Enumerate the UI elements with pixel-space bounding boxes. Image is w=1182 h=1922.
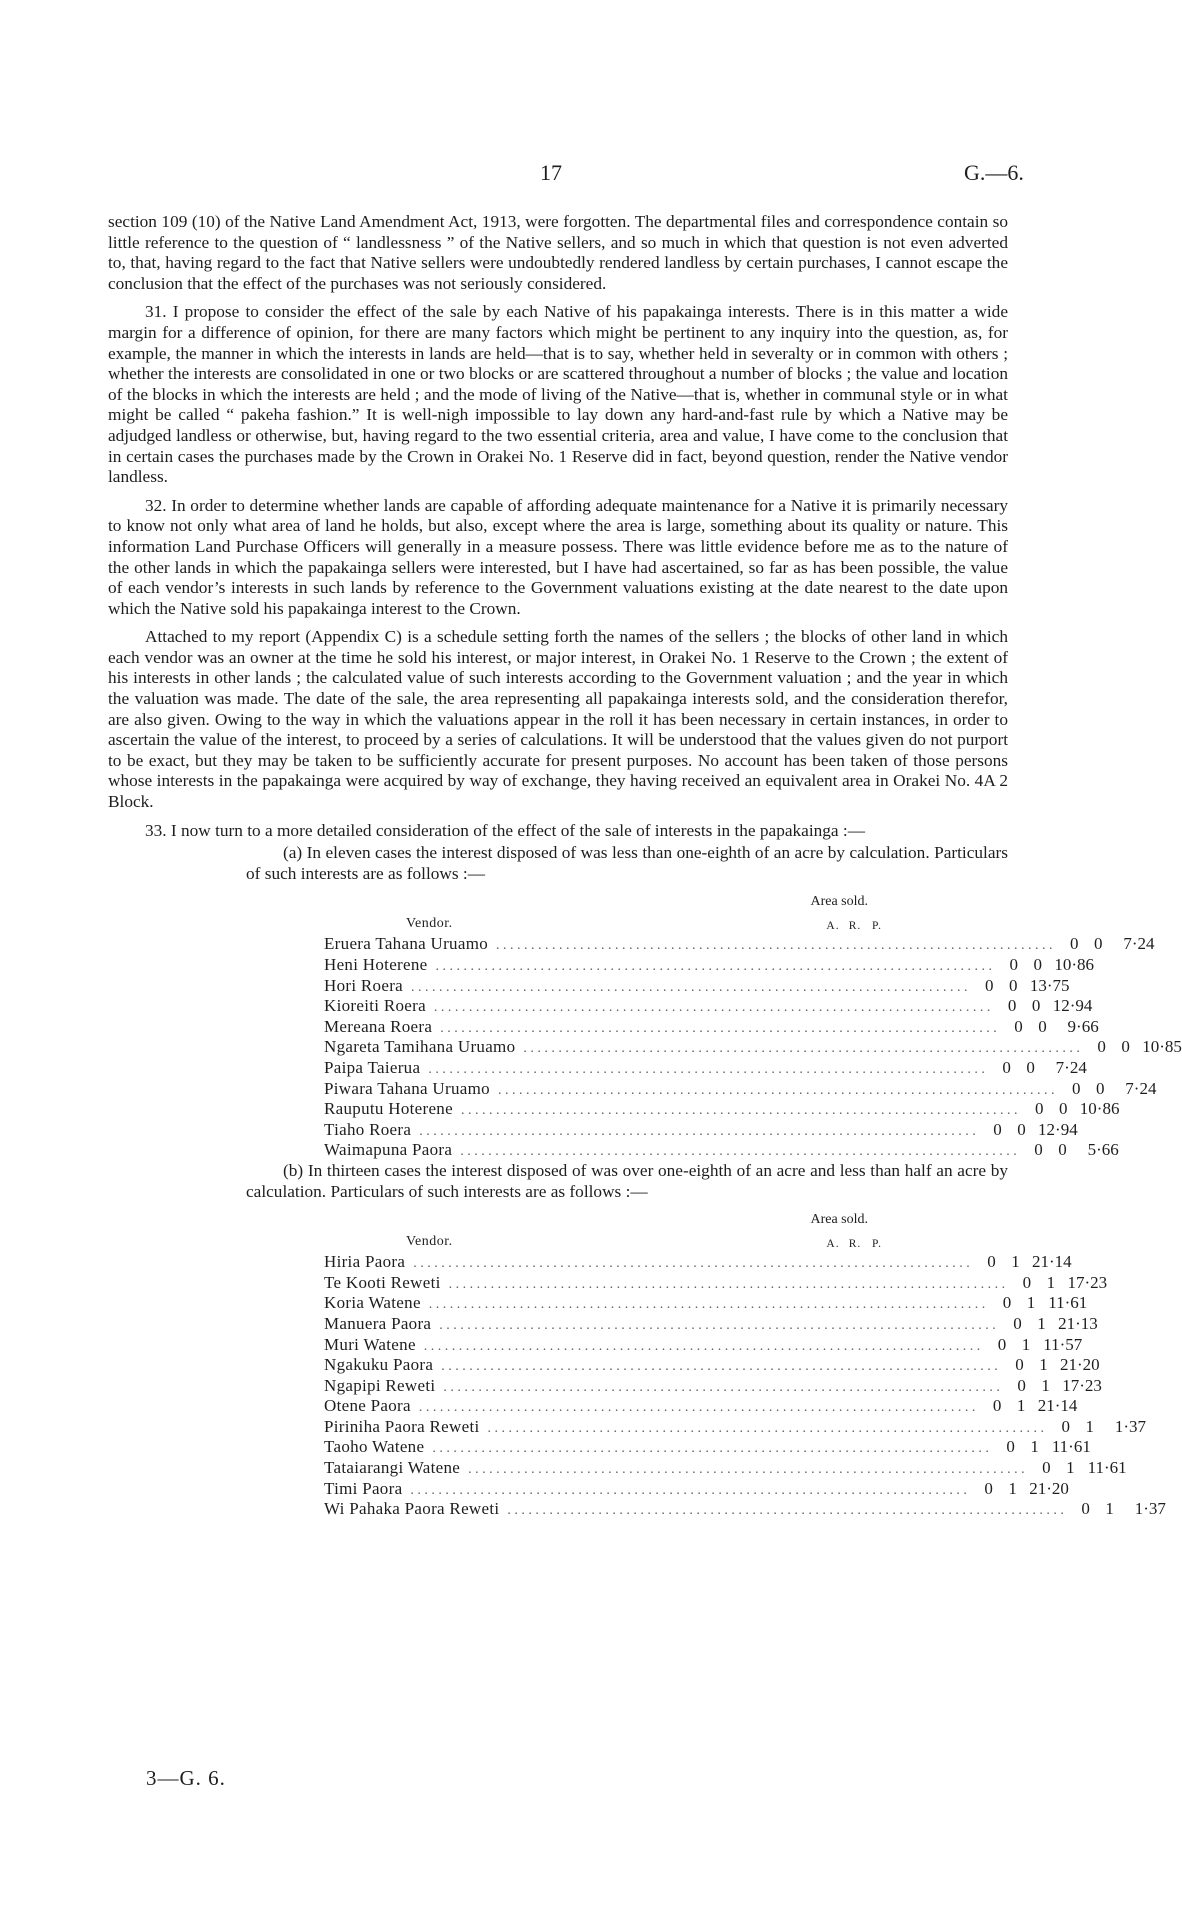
vendor-row	[324, 1140, 1119, 1161]
area-roods: 1	[1041, 1375, 1050, 1395]
vendor-name: Ngakuku Paora	[324, 1355, 434, 1375]
area-roods: 1	[1026, 1293, 1036, 1313]
area-acres: 0	[1013, 1313, 1022, 1333]
document-reference: G.—6.	[964, 160, 1024, 185]
area-perches: 12·94	[1052, 996, 1093, 1016]
dot-leaders: . . . . . . . . . . . . . . . . . . . . . . . . . . . . . . . . . . . . . . . . . . . . . . . . . . . . . . . . . . . . . . . . . . . . . . . . . . . . . . . .	[460, 1144, 1017, 1160]
schedule-a-table	[324, 892, 1182, 1161]
area-perches: 9·66	[1067, 1016, 1099, 1036]
area-roods: 1	[1046, 1272, 1056, 1292]
vendor-row	[324, 1252, 1072, 1273]
dot-leaders: . . . . . . . . . . . . . . . . . . . . . . . . . . . . . . . . . . . . . . . . . . . . . . . . . . . . . . . . . . . . . . . . . . . . . . . . . . . . . . . .	[523, 1041, 1080, 1057]
vendor-name: Timi Paora	[324, 1478, 403, 1498]
vendor-row	[324, 1078, 1157, 1100]
area-acres: 0	[1017, 1375, 1026, 1395]
area-roods: 0	[1094, 934, 1103, 954]
schedule-b-header	[324, 1210, 894, 1252]
area-roods: 1	[1011, 1252, 1020, 1272]
area-acres: 0	[1014, 1016, 1023, 1036]
dot-leaders: . . . . . . . . . . . . . . . . . . . . . . . . . . . . . . . . . . . . . . . . . . . . . . . . . . . . . . . . . . . . . . . . . . . . . . . . . . . . . . . .	[487, 1420, 1044, 1436]
unit-perches: P.	[872, 1238, 882, 1251]
dot-leaders: . . . . . . . . . . . . . . . . . . . . . . . . . . . . . . . . . . . . . . . . . . . . . . . . . . . . . . . . . . . . . . . . . . . . . . . . . . . . . . . .	[428, 1061, 985, 1077]
dot-leaders: . . . . . . . . . . . . . . . . . . . . . . . . . . . . . . . . . . . . . . . . . . . . . . . . . . . . . . . . . . . . . . . . . . . . . . . . . . . . . . . .	[418, 1400, 976, 1416]
area-acres: 0	[1022, 1272, 1032, 1292]
vendor-name: Kioreiti Roera	[324, 996, 426, 1016]
area-perches: 21·14	[1032, 1252, 1072, 1272]
paragraph-33: 33. I now turn to a more detailed consideration of the effect of the sale of interests in the papakainga :—	[145, 820, 865, 840]
vendor-name: Te Kooti Reweti	[324, 1272, 441, 1292]
area-acres: 0	[1015, 1355, 1024, 1375]
area-perches: 1·37	[1114, 1416, 1146, 1436]
area-perches: 12·94	[1038, 1119, 1078, 1139]
area-perches: 11·61	[1087, 1458, 1127, 1478]
vendor-row	[324, 1016, 1099, 1038]
area-acres: 0	[1081, 1499, 1090, 1519]
area-acres: 0	[997, 1334, 1007, 1354]
area-roods: 0	[1121, 1037, 1130, 1057]
schedule-b-table	[324, 1210, 1166, 1520]
vendor-name: Manuera Paora	[324, 1313, 432, 1333]
dot-leaders: . . . . . . . . . . . . . . . . . . . . . . . . . . . . . . . . . . . . . . . . . . . . . . . . . . . . . . . . . . . . . . . . . . . . . . . . . . . . . . . .	[441, 1359, 998, 1375]
paragraph-appendix-c: Attached to my report (Appendix C) is a schedule setting forth the names of the sellers ; the blocks of other land in which each vendor was an owner at the time he sold his interest, or major interest, in Orakei No. 1 Reserve to the Crown ; the extent of his interests in other lands ; the calculated value of such interests according to the Government valuation ; and the year in which the valuation was made. The date of the sale, the area representing all papakainga interests sold, and the consideration therefor, are also given. Owing to the way in which the valuations appear in the roll it has been necessary in certain instances, in order to ascertain the value of the interest, to proceed by a series of calculations. It will be understood that the values given do not purport to be exact, but they may be taken to be sufficiently accurate for present purposes. No account has been taken of those persons whose interests in the papakainga were acquired by way of exchange, they having received an equivalent area in Orakei No. 4A 2 Block.	[108, 627, 1008, 812]
area-roods: 1	[1016, 1396, 1026, 1416]
vendor-row	[324, 1037, 1182, 1058]
vendor-name: Mereana Roera	[324, 1016, 433, 1036]
dot-leaders: . . . . . . . . . . . . . . . . . . . . . . . . . . . . . . . . . . . . . . . . . . . . . . . . . . . . . . . . . . . . . . . . . . . . . . . . . . . . . . . .	[423, 1338, 981, 1354]
dot-leaders: . . . . . . . . . . . . . . . . . . . . . . . . . . . . . . . . . . . . . . . . . . . . . . . . . . . . . . . . . . . . . . . . . . . . . . . . . . . . . . . .	[440, 1020, 997, 1036]
area-perches: 17·23	[1062, 1375, 1102, 1395]
clause-b-intro: (b) In thirteen cases the interest disposed of was over one-eighth of an acre and less than half an acre by calculation. Particulars of such interests are as follows :—	[246, 1160, 1008, 1201]
vendor-name: Eruera Tahana Uruamo	[324, 934, 489, 954]
vendor-name: Otene Paora	[324, 1396, 411, 1416]
unit-roods: R.	[848, 1238, 862, 1251]
area-perches: 5·66	[1087, 1140, 1119, 1160]
vendor-row	[324, 996, 1093, 1017]
area-perches: 11·61	[1048, 1293, 1088, 1313]
area-acres: 0	[993, 1119, 1002, 1139]
dot-leaders: . . . . . . . . . . . . . . . . . . . . . . . . . . . . . . . . . . . . . . . . . . . . . . . . . . . . . . . . . . . . . . . . . . . . . . . . . . . . . . . .	[460, 1103, 1018, 1119]
area-perches: 1·37	[1134, 1499, 1166, 1519]
vendor-row	[324, 1272, 1108, 1294]
area-acres: 0	[1042, 1458, 1051, 1478]
area-acres: 0	[1002, 1057, 1011, 1077]
area-perches: 11·57	[1043, 1334, 1083, 1354]
clause-a-intro: (a) In eleven cases the interest disposed of was less than one-eighth of an acre by calculation. Particulars of such interests are as follows :—	[246, 843, 1008, 883]
vendor-row	[324, 1499, 1166, 1520]
dot-leaders: . . . . . . . . . . . . . . . . . . . . . . . . . . . . . . . . . . . . . . . . . . . . . . . . . . . . . . . . . . . . . . . . . . . . . . . . . . . . . . . .	[411, 979, 968, 995]
area-acres: 0	[1070, 934, 1079, 954]
dot-leaders: . . . . . . . . . . . . . . . . . . . . . . . . . . . . . . . . . . . . . . . . . . . . . . . . . . . . . . . . . . . . . . . . . . . . . . . . . . . . . . . .	[497, 1082, 1055, 1098]
area-roods: 1	[1030, 1437, 1039, 1457]
area-roods: 0	[1095, 1078, 1105, 1098]
dot-leaders: . . . . . . . . . . . . . . . . . . . . . . . . . . . . . . . . . . . . . . . . . . . . . . . . . . . . . . . . . . . . . . . . . . . . . . . . . . . . . . . .	[432, 1441, 989, 1457]
area-perches: 21·14	[1037, 1396, 1078, 1416]
unit-headings	[822, 916, 888, 937]
vendor-row	[324, 1099, 1120, 1120]
vendor-name: Koria Watene	[324, 1293, 421, 1313]
area-roods: 0	[1017, 1119, 1026, 1139]
area-roods: 0	[1058, 1140, 1067, 1160]
area-perches: 7·24	[1125, 1078, 1157, 1098]
vendor-name: Piriniha Paora Reweti	[324, 1416, 480, 1436]
dot-leaders: . . . . . . . . . . . . . . . . . . . . . . . . . . . . . . . . . . . . . . . . . . . . . . . . . . . . . . . . . . . . . . . . . . . . . . . . . . . . . . . .	[448, 1276, 1006, 1292]
vendor-row	[324, 955, 1094, 976]
vendor-name: Tataiarangi Watene	[324, 1458, 461, 1478]
dot-leaders: . . . . . . . . . . . . . . . . . . . . . . . . . . . . . . . . . . . . . . . . . . . . . . . . . . . . . . . . . . . . . . . . . . . . . . . . . . . . . . . .	[419, 1123, 976, 1139]
unit-acres: A.	[826, 920, 840, 933]
area-acres: 0	[1097, 1037, 1106, 1057]
area-roods: 1	[1085, 1416, 1094, 1436]
area-acres: 0	[1071, 1078, 1081, 1098]
vendor-row	[324, 1057, 1087, 1079]
vendor-row	[324, 1437, 1091, 1458]
area-perches: 10·86	[1054, 955, 1094, 974]
area-perches: 21·13	[1058, 1313, 1098, 1333]
vendor-name: Hori Roera	[324, 975, 404, 995]
area-acres: 0	[1061, 1416, 1070, 1436]
vendor-name: Tiaho Roera	[324, 1119, 412, 1139]
area-perches: 21·20	[1060, 1355, 1100, 1375]
area-perches: 17·23	[1067, 1272, 1108, 1292]
unit-perches: P.	[872, 920, 882, 933]
area-acres: 0	[984, 1478, 993, 1498]
vendor-heading: Vendor.	[406, 916, 453, 932]
area-perches: 10·85	[1142, 1037, 1182, 1057]
area-perches: 13·75	[1029, 975, 1070, 995]
area-acres: 0	[1009, 955, 1018, 974]
unit-roods: R.	[848, 920, 862, 933]
area-roods: 1	[1021, 1334, 1031, 1354]
unit-headings	[822, 1234, 888, 1255]
area-acres: 0	[1006, 1437, 1015, 1457]
area-perches: 7·24	[1123, 934, 1155, 954]
vendor-row	[324, 1375, 1102, 1397]
vendor-name: Muri Watene	[324, 1334, 416, 1354]
area-roods: 0	[1058, 1099, 1068, 1119]
area-perches: 21·20	[1029, 1478, 1069, 1498]
vendor-name: Piwara Tahana Uruamo	[324, 1078, 490, 1098]
area-roods: 1	[1039, 1355, 1048, 1375]
paragraph-31: 31. I propose to consider the effect of the sale by each Native of his papakainga interests. There is in this matter a wide margin for a difference of opinion, for there are many factors which might be pertinent to any inquiry into the question, as, for example, the manner in which the interests in lands are held—that is to say, whether held in severalty or in common with others ; whether the interests are consolidated in one or two blocks or are scattered throughout a number of blocks ; the value and location of the blocks in which the interests are held ; and the mode of living of the Native—that is, whether in communal style or in what might be called “ pakeha fashion.” It is well-nigh impossible to lay down any hard-and-fast rule by which a Native may be adjudged landless or otherwise, but, having regard to the two essential criteria, area and value, I have come to the conclusion that in certain cases the purchases made by the Crown in Orakei No. 1 Reserve did in fact, beyond question, render the Native vendor landless.	[108, 302, 1008, 487]
report-body	[108, 212, 1182, 1520]
dot-leaders: . . . . . . . . . . . . . . . . . . . . . . . . . . . . . . . . . . . . . . . . . . . . . . . . . . . . . . . . . . . . . . . . . . . . . . . . . . . . . . . .	[428, 1297, 986, 1313]
vendor-row	[324, 1478, 1069, 1500]
vendor-name: Paipa Taierua	[324, 1057, 421, 1077]
vendor-row	[324, 1293, 1088, 1314]
area-roods: 0	[1038, 1016, 1047, 1036]
vendor-row	[324, 1416, 1146, 1438]
paragraph-32: 32. In order to determine whether lands are capable of affording adequate maintenance for a Native it is primarily necessary to know not only what area of land he holds, but also, except where the area is large, something about its quality or nature. This information Land Purchase Officers will generally in a measure possess. There was little evidence before me as to the nature of the other lands in which the papakainga sellers were interested, but I have had ascertained, so far as has been possible, the value of each vendor’s interests in such lands by reference to the Government valuations existing at the date nearest to the date upon which the Native sold his papakainga interest to the Crown.	[108, 495, 1008, 618]
area-roods: 1	[1037, 1313, 1046, 1333]
vendor-row	[324, 1458, 1127, 1479]
area-acres: 0	[987, 1252, 996, 1272]
area-acres: 0	[1034, 1140, 1043, 1160]
dot-leaders: . . . . . . . . . . . . . . . . . . . . . . . . . . . . . . . . . . . . . . . . . . . . . . . . . . . . . . . . . . . . . . . . . . . . . . . . . . . . . . . .	[496, 938, 1053, 954]
page-header	[0, 160, 1114, 190]
dot-leaders: . . . . . . . . . . . . . . . . . . . . . . . . . . . . . . . . . . . . . . . . . . . . . . . . . . . . . . . . . . . . . . . . . . . . . . . . . . . . . . . .	[443, 1379, 1000, 1395]
paragraph-continued: section 109 (10) of the Native Land Amendment Act, 1913, were forgotten. The departmental files and correspondence contain so little reference to the question of “ landlessness ” of the Native sellers, and so much in which that question is not even adverted to, that, having regard to the fact that Native sellers were undoubtedly rendered landless by certain purchases, I cannot escape the conclusion that the effect of the purchases was not seriously considered.	[108, 212, 1008, 293]
area-roods: 1	[1105, 1499, 1114, 1519]
page-number: 17	[540, 160, 562, 185]
vendor-name: Heni Hoterene	[324, 955, 428, 974]
area-acres: 0	[985, 975, 994, 995]
dot-leaders: . . . . . . . . . . . . . . . . . . . . . . . . . . . . . . . . . . . . . . . . . . . . . . . . . . . . . . . . . . . . . . . . . . . . . . . . . . . . . . . .	[433, 1000, 991, 1016]
area-sold-heading: Area sold.	[810, 894, 868, 910]
dot-leaders: . . . . . . . . . . . . . . . . . . . . . . . . . . . . . . . . . . . . . . . . . . . . . . . . . . . . . . . . . . . . . . . . . . . . . . . . . . . . . . . .	[439, 1317, 996, 1333]
dot-leaders: . . . . . . . . . . . . . . . . . . . . . . . . . . . . . . . . . . . . . . . . . . . . . . . . . . . . . . . . . . . . . . . . . . . . . . . . . . . . . . . .	[507, 1503, 1064, 1519]
dot-leaders: . . . . . . . . . . . . . . . . . . . . . . . . . . . . . . . . . . . . . . . . . . . . . . . . . . . . . . . . . . . . . . . . . . . . . . . . . . . . . . . .	[468, 1462, 1025, 1478]
dot-leaders: . . . . . . . . . . . . . . . . . . . . . . . . . . . . . . . . . . . . . . . . . . . . . . . . . . . . . . . . . . . . . . . . . . . . . . . . . . . . . . . .	[410, 1482, 967, 1498]
area-roods: 0	[1033, 955, 1042, 974]
vendor-row	[324, 1334, 1083, 1356]
vendor-row	[324, 1119, 1078, 1141]
area-sold-heading: Area sold.	[810, 1212, 868, 1228]
vendor-name: Hiria Paora	[324, 1252, 406, 1272]
signature-mark: 3—G. 6.	[146, 1766, 226, 1790]
vendor-name: Wi Pahaka Paora Reweti	[324, 1499, 500, 1519]
vendor-heading: Vendor.	[406, 1234, 453, 1250]
vendor-row	[324, 975, 1070, 997]
vendor-name: Ngapipi Reweti	[324, 1375, 436, 1395]
vendor-row	[324, 934, 1155, 955]
dot-leaders: . . . . . . . . . . . . . . . . . . . . . . . . . . . . . . . . . . . . . . . . . . . . . . . . . . . . . . . . . . . . . . . . . . . . . . . . . . . . . . . .	[435, 959, 992, 974]
area-roods: 1	[1066, 1458, 1075, 1478]
area-acres: 0	[992, 1396, 1002, 1416]
area-roods: 0	[1031, 996, 1041, 1016]
area-perches: 10·86	[1079, 1099, 1120, 1119]
area-acres: 0	[1002, 1293, 1012, 1313]
vendor-row	[324, 1313, 1098, 1335]
area-acres: 0	[1007, 996, 1017, 1016]
area-perches: 7·24	[1055, 1057, 1087, 1077]
unit-acres: A.	[826, 1238, 840, 1251]
vendor-name: Rauputu Hoterene	[324, 1099, 453, 1119]
dot-leaders: . . . . . . . . . . . . . . . . . . . . . . . . . . . . . . . . . . . . . . . . . . . . . . . . . . . . . . . . . . . . . . . . . . . . . . . . . . . . . . . .	[413, 1256, 970, 1272]
area-roods: 0	[1026, 1057, 1035, 1077]
vendor-row	[324, 1396, 1078, 1417]
area-perches: 11·61	[1051, 1437, 1091, 1457]
vendor-name: Ngareta Tamihana Uruamo	[324, 1037, 516, 1057]
schedule-a-header	[324, 892, 894, 934]
area-acres: 0	[1034, 1099, 1044, 1119]
area-roods: 0	[1009, 975, 1018, 995]
area-roods: 1	[1008, 1478, 1017, 1498]
vendor-row	[324, 1355, 1100, 1376]
vendor-name: Taoho Watene	[324, 1437, 425, 1457]
vendor-name: Waimapuna Paora	[324, 1140, 453, 1160]
